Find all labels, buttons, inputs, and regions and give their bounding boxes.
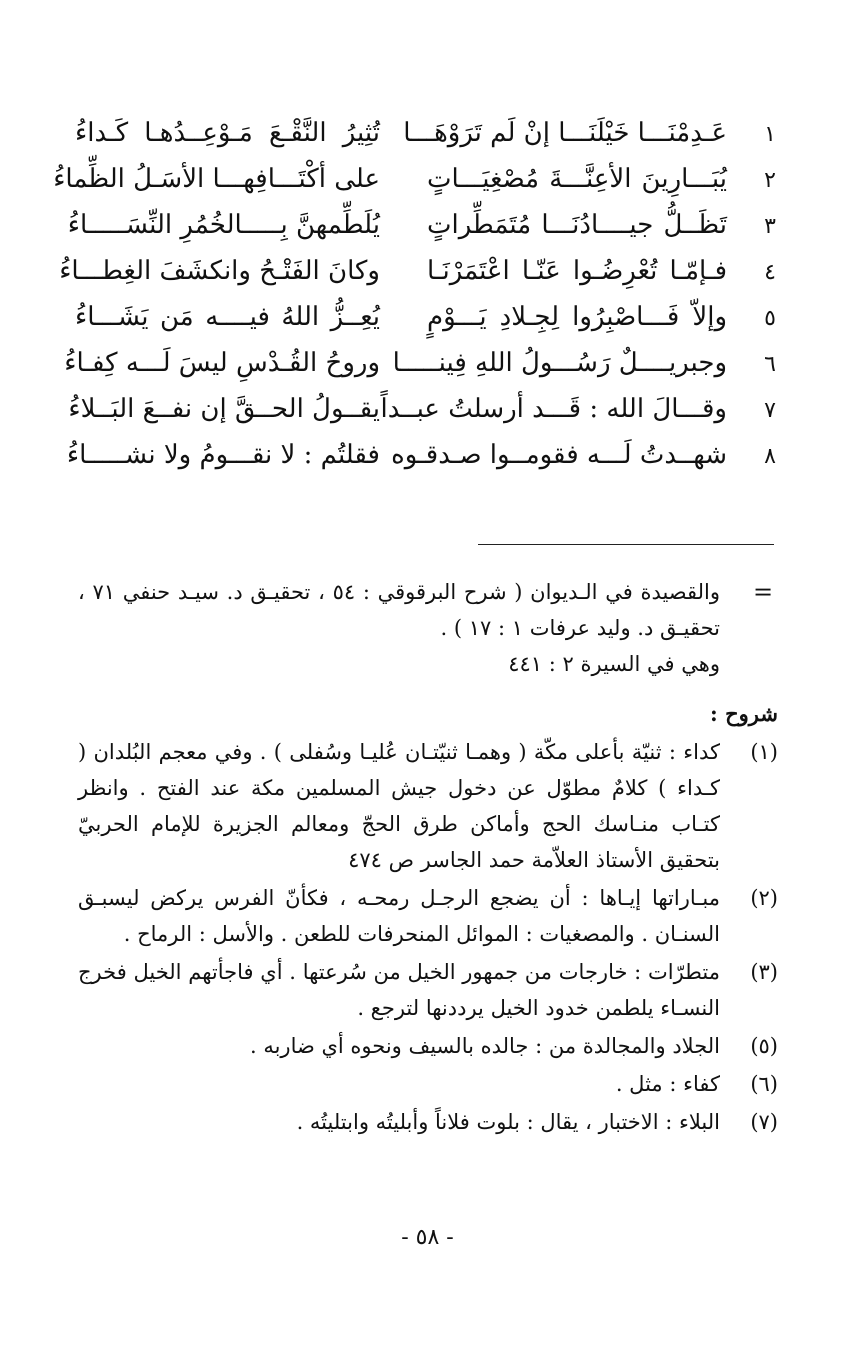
note-item [78, 1028, 778, 1064]
verse-number: ٤ [764, 260, 776, 285]
verse-3 [67, 210, 785, 256]
verse-first-hemistich: تَظَــلُّ جيــــادُنَـــا مُتَمَطِّراتٍ [427, 210, 727, 240]
footnote-divider [478, 544, 774, 545]
verse-number: ٨ [764, 444, 776, 469]
page-number: - ٥٨ - [401, 1225, 454, 1250]
note-number: (٧) [750, 1110, 778, 1134]
verse-number: ٥ [764, 306, 776, 331]
verse-second-hemistich: على أكْتَـــافِهـــا الأسَـلُ الظِّماءُ [53, 164, 380, 194]
verse-number: ٢ [764, 168, 776, 193]
note-item [78, 880, 778, 952]
verse-number: ٦ [764, 352, 776, 377]
note-number: (١) [750, 740, 778, 764]
note-text: كداء : ثنيّة بأعلى مكّة ( وهمـا ثنيّتـان عُليـا وسُفلى ) . وفي معجم البُلدان ( كـداء ) كلامٌ مطوّل عن دخول جيش المسلمين مكة عند الفتح . وانظر كتـاب منـاسك الحج وأماكن طرق الحجّ ومعالم الجزيرة للإمام الحربيّ بتحقيق الأستاذ العلاّمة حمد الجاسر ص ٤٧٤ [78, 740, 720, 872]
footnotes [78, 574, 778, 1140]
poem-verses [53, 118, 785, 486]
verse-second-hemistich: يُعِــزُّ اللهُ فيــــه مَن يَشَـــاءُ [75, 302, 380, 332]
verse-second-hemistich: يقــولُ الحــقَّ إن نفــعَ البَــلاءُ [68, 394, 380, 424]
verse-number: ١ [764, 122, 776, 147]
note-item [78, 734, 778, 878]
source-line: والقصيدة في الـديوان ( شرح البرقوقي : ٥٤ ، تحقيـق د. سيـد حنفي ٧١ ، تحقيـق د. وليد عرفات ١ : ١٧ ) . [78, 580, 721, 640]
verse-4 [59, 256, 785, 302]
verse-first-hemistich: وجبريــــلٌ رَسُـــولُ اللهِ فِينـــــا [392, 348, 727, 378]
verse-1 [70, 118, 785, 164]
verse-first-hemistich: وقـــالَ الله : قَـــد أرسلتُ عبــداً [380, 394, 727, 424]
note-text: الجلاد والمجالدة من : جالده بالسيف ونحوه أي ضاربه . [249, 1034, 720, 1058]
notes-heading: شروح : [710, 701, 778, 726]
note-item [78, 954, 778, 1026]
verse-first-hemistich: عَـدِمْنَـــا خَيْلَنَـــا إنْ لَم تَرَوْهَـــا [403, 118, 727, 148]
note-number: (٢) [750, 886, 778, 910]
verse-7 [70, 394, 785, 440]
verse-second-hemistich: وكانَ الفَتْـحُ وانكشَفَ الغِطـــاءُ [59, 256, 380, 286]
note-number: (٣) [750, 960, 778, 984]
continuation-marker: = [752, 578, 774, 606]
verse-6 [64, 348, 785, 394]
note-item [78, 1104, 778, 1140]
verse-first-hemistich: يُبَـــارِينَ الأعِنَّـــةَ مُصْغِيَـــاتٍ [427, 164, 727, 194]
note-text: كفاء : مثل . [615, 1072, 720, 1096]
source-note [78, 574, 778, 682]
verse-5 [70, 302, 785, 348]
verse-second-hemistich: تُثِيرُ النَّقْـعَ مَـوْعِــدُهـا كَـداءُ [75, 118, 380, 148]
source-line: وهي في السيرة ٢ : ٤٤١ [508, 652, 720, 676]
verse-first-hemistich: فـإمّـا تُعْرِضُـوا عَنّـا اعْتَمَرْنَـا [427, 256, 727, 286]
verse-number: ٧ [764, 398, 776, 423]
note-text: متطرّات : خارجات من جمهور الخيل من سُرعتها . أي فاجأتهم الخيل فخرج النسـاء يلطمن خدود الخيل يرددنها لترجع . [78, 960, 720, 1020]
verse-first-hemistich: وإلاّ فَـــاصْبِرُوا لِجِـلادِ يَـــوْمٍ [427, 302, 727, 332]
verse-first-hemistich: شهــدتُ لَـــه فقومــوا صـدقـوه [391, 440, 727, 470]
note-text: مبـاراتها إيـاها : أن يضجع الرجـل رمحـه ، فكأنّ الفرس يركض ليسبـق السنـان . والمصغيات : الموائل المنحرفات للطعن . والأسل : الرماح . [78, 886, 720, 946]
note-number: (٥) [750, 1034, 778, 1058]
verse-number: ٣ [764, 214, 776, 239]
verse-8 [66, 440, 785, 486]
note-item [78, 1066, 778, 1102]
verse-second-hemistich: فقلتُم : لا نقـــومُ ولا نشـــــاءُ [66, 440, 380, 470]
note-text: البلاء : الاختبار ، يقال : بلوت فلاناً وأبليتُه وابتليتُه . [296, 1110, 720, 1134]
note-number: (٦) [750, 1072, 778, 1096]
verse-second-hemistich: وروحُ القُـدْسِ ليسَ لَـــه كِفـاءُ [64, 348, 380, 378]
verse-second-hemistich: يُلَطِّمهنَّ بِـــــالخُمُرِ النِّسَـــــاءُ [67, 210, 380, 240]
verse-2 [53, 164, 785, 210]
